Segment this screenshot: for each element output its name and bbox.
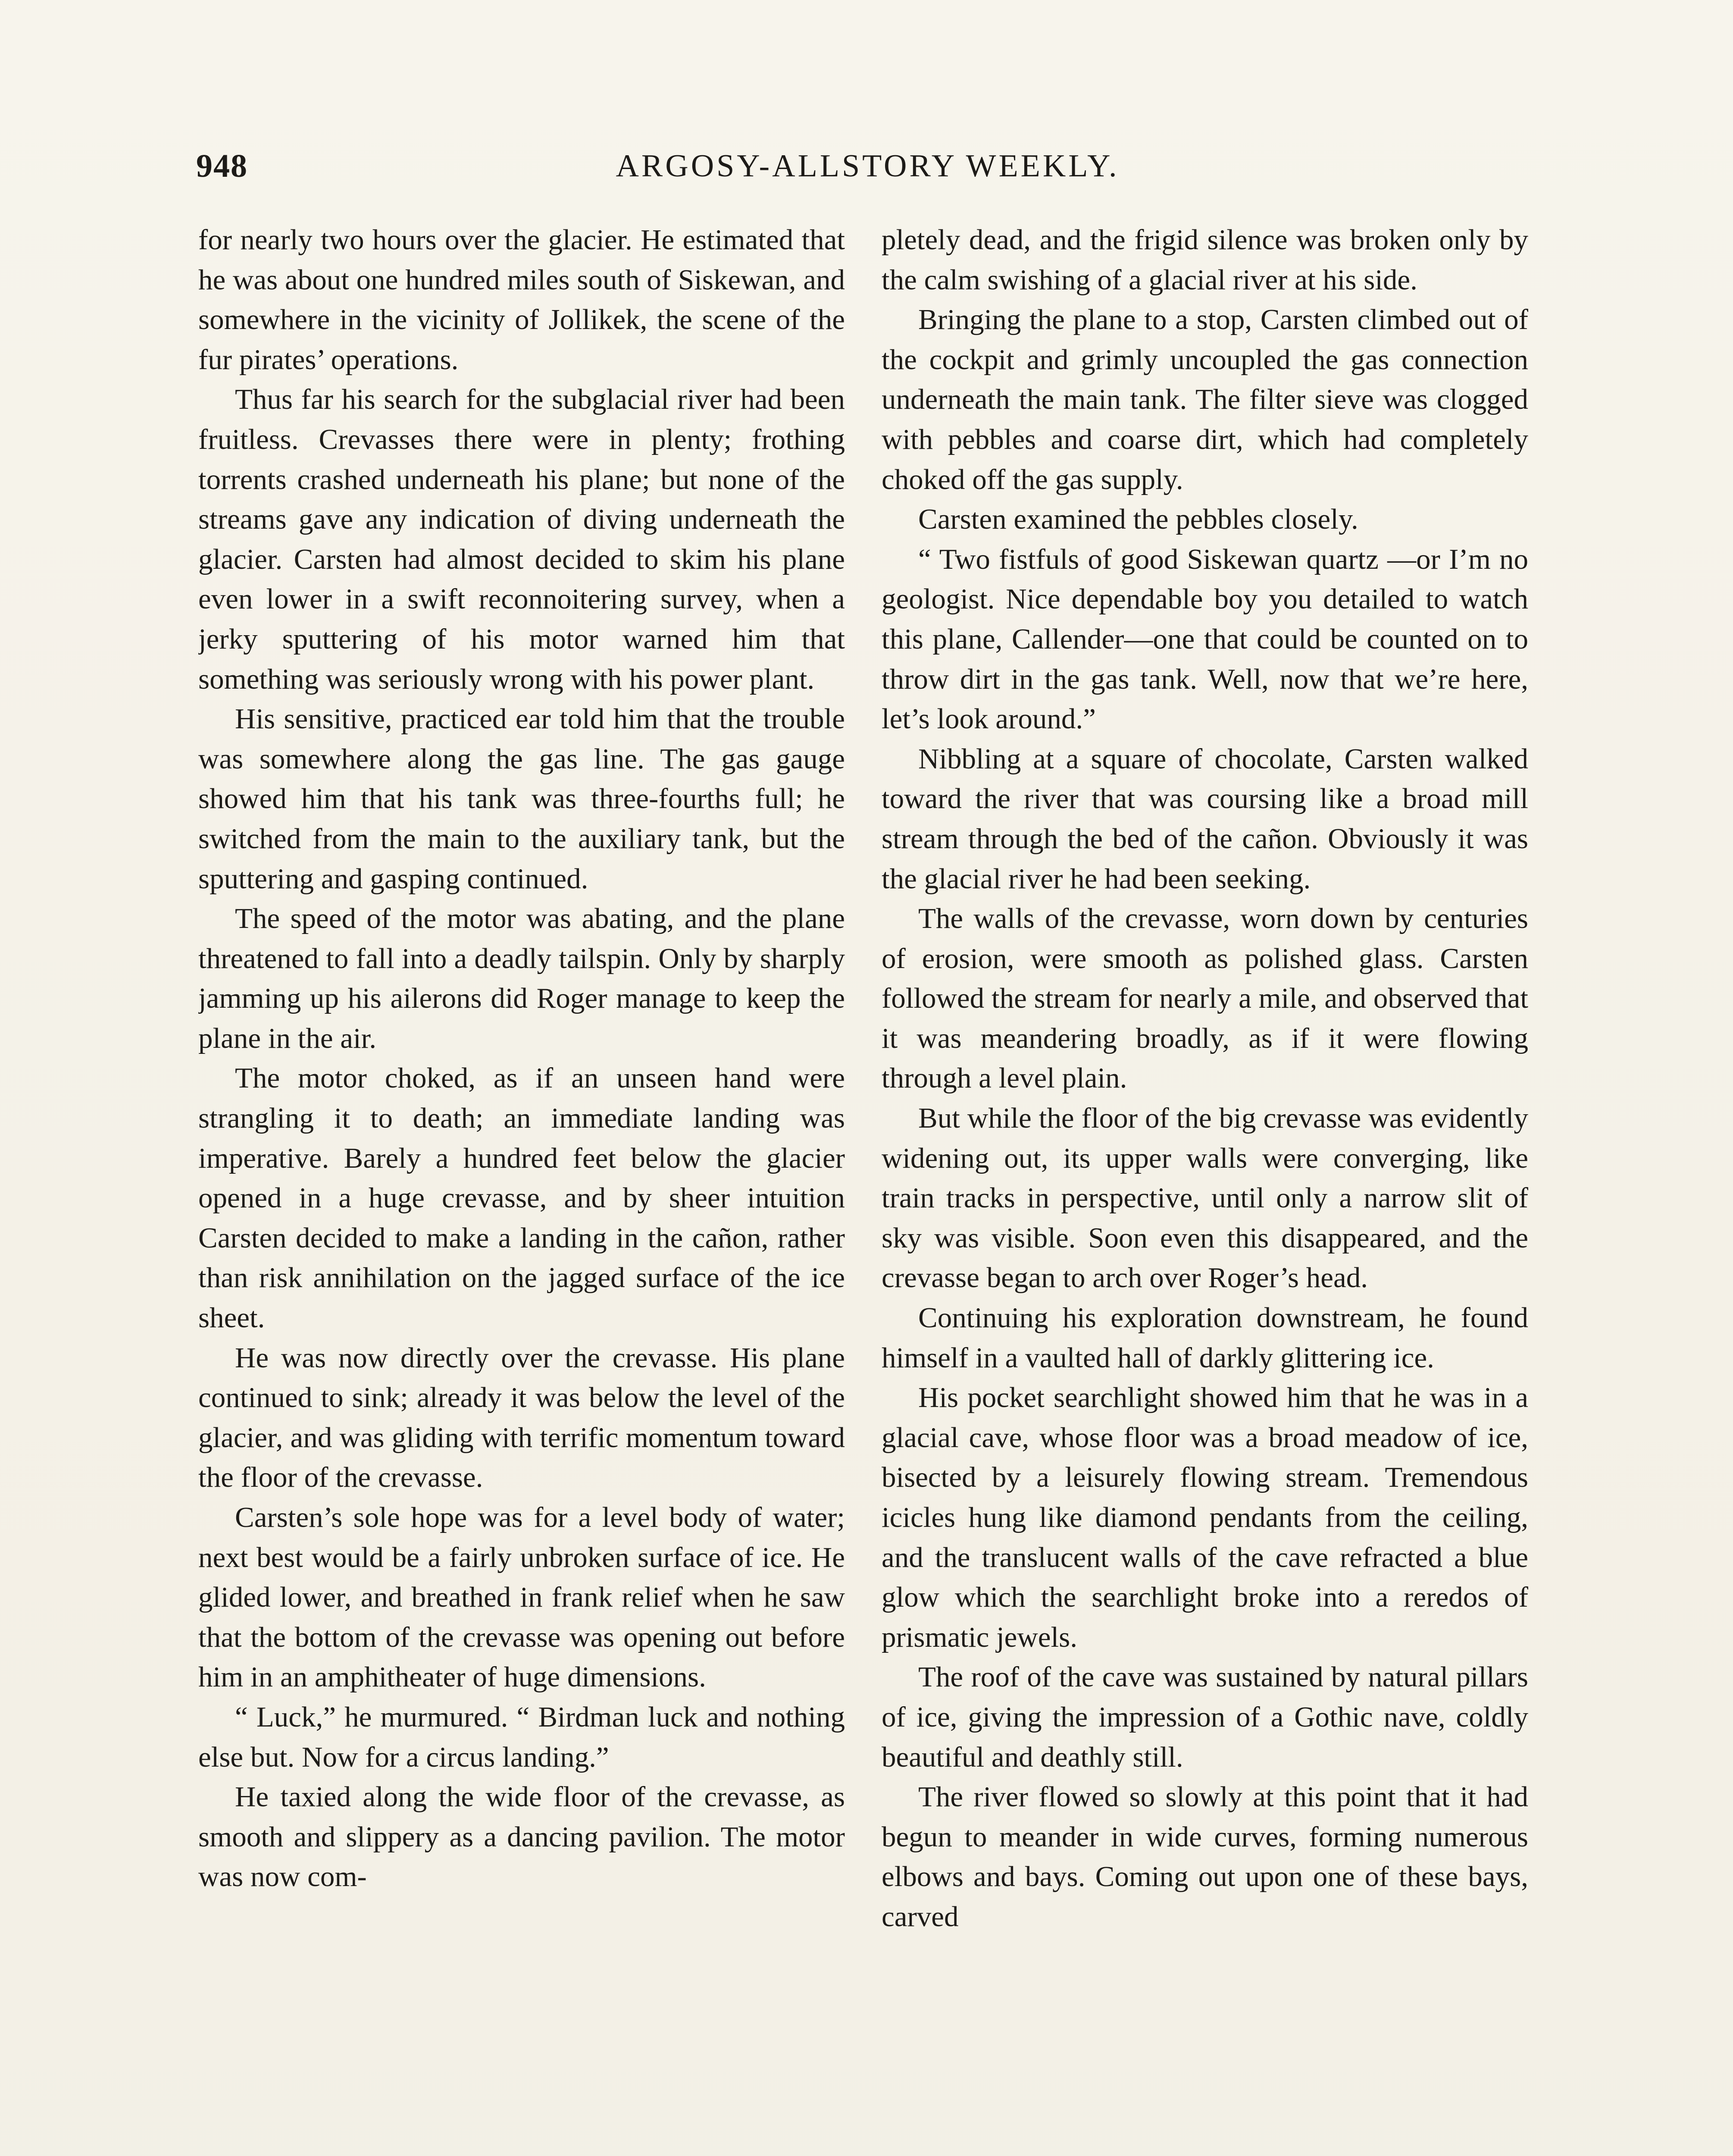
paragraph: His sensitive, practiced ear told him that the trouble was somewhere along the gas line. The gas gauge showed him that his tank was three-fourths full; he switched from the main to the auxiliary tank, but the sputtering and gasping continued.: [198, 703, 845, 895]
paragraph: Carsten examined the pebbles closely.: [918, 503, 1358, 536]
paragraph: But while the floor of the big crevasse was evidently widening out, its upper walls were converging, like train tracks in perspective, until only a narrow slit of sky was visible. Soon even this disappeared, and the crevasse began to arch over Roger’s head.: [882, 1102, 1528, 1294]
paragraph: “ Two fistfuls of good Siskewan quartz —or I’m no geologist. Nice dependable boy you detailed to watch this plane, Callender—one that could be counted on to throw dirt in the gas tank. Well, now that we’re here, let’s look around.”: [882, 543, 1528, 735]
paragraph: The walls of the crevasse, worn down by centuries of erosion, were smooth as polished glass. Carsten followed the stream for nearly a mile, and observed that it was meandering broadly, as if it were flowing through a level plain.: [882, 903, 1528, 1094]
paragraph: The motor choked, as if an unseen hand were strangling it to death; an immediate landing was imperative. Barely a hundred feet below the glacier opened in a huge crevasse, and by sheer intuition Carsten decided to make a landing in the cañon, rather than risk annihilation on the jagged surface of the ice sheet.: [198, 1062, 845, 1334]
paragraph: The roof of the cave was sustained by natural pillars of ice, giving the impression of a Gothic nave, coldly beautiful and deathly still.: [882, 1661, 1528, 1773]
page-number: 948: [196, 148, 248, 184]
paragraph: Continuing his exploration downstream, he found himself in a vaulted hall of darkly glittering ice.: [882, 1302, 1528, 1374]
left-column: [198, 220, 845, 2156]
paragraph: The river flowed so slowly at this point that it had begun to meander in wide curves, forming numerous elbows and bays. Coming out upon one of these bays, carved: [882, 1781, 1528, 1933]
paragraph: pletely dead, and the frigid silence was broken only by the calm swishing of a glacial river at his side.: [882, 224, 1528, 296]
paragraph: Carsten’s sole hope was for a level body of water; next best would be a fairly unbroken surface of ice. He glided lower, and breathed in frank relief when he saw that the bottom of the crevasse was opening out before him in an amphitheater of huge dimensions.: [198, 1501, 845, 1693]
page-header: [196, 142, 1539, 190]
paragraph: Bringing the plane to a stop, Carsten climbed out of the cockpit and grimly uncoupled the gas connection underneath the main tank. The filter sieve was clogged with pebbles and coarse dirt, which had completely choked off the gas supply.: [882, 304, 1528, 495]
paragraph: for nearly two hours over the glacier. He estimated that he was about one hundred miles south of Siskewan, and somewhere in the vicinity of Jollikek, the scene of the fur pirates’ operations.: [198, 224, 845, 376]
paragraph: He taxied along the wide floor of the crevasse, as smooth and slippery as a dancing pavilion. The motor was now com-: [198, 1781, 845, 1893]
paragraph: The speed of the motor was abating, and the plane threatened to fall into a deadly tailspin. Only by sharply jamming up his ailerons did Roger manage to keep the plane in the air.: [198, 903, 845, 1054]
running-title: ARGOSY-ALLSTORY WEEKLY.: [616, 148, 1120, 184]
paragraph: “ Luck,” he murmured. “ Birdman luck and nothing else but. Now for a circus landing.”: [198, 1701, 845, 1773]
paragraph: Thus far his search for the subglacial river had been fruitless. Crevasses there were in plenty; frothing torrents crashed underneath his plane; but none of the streams gave any indication of diving underneath the glacier. Carsten had almost decided to skim his plane even lower in a swift reconnoitering survey, when a jerky sputtering of his motor warned him that something was seriously wrong with his power plant.: [198, 383, 845, 695]
paragraph: His pocket searchlight showed him that he was in a glacial cave, whose floor was a broad meadow of ice, bisected by a leisurely flowing stream. Tremendous icicles hung like diamond pendants from the ceiling, and the translucent walls of the cave refracted a blue glow which the searchlight broke into a reredos of prismatic jewels.: [882, 1382, 1528, 1653]
paragraph: He was now directly over the crevasse. His plane continued to sink; already it was below the level of the glacier, and was gliding with terrific momentum toward the floor of the crevasse.: [198, 1341, 845, 1494]
paragraph: Nibbling at a square of chocolate, Carsten walked toward the river that was coursing like a broad mill stream through the bed of the cañon. Obviously it was the glacial river he had been seeking.: [882, 743, 1528, 895]
right-column: [882, 220, 1528, 2156]
